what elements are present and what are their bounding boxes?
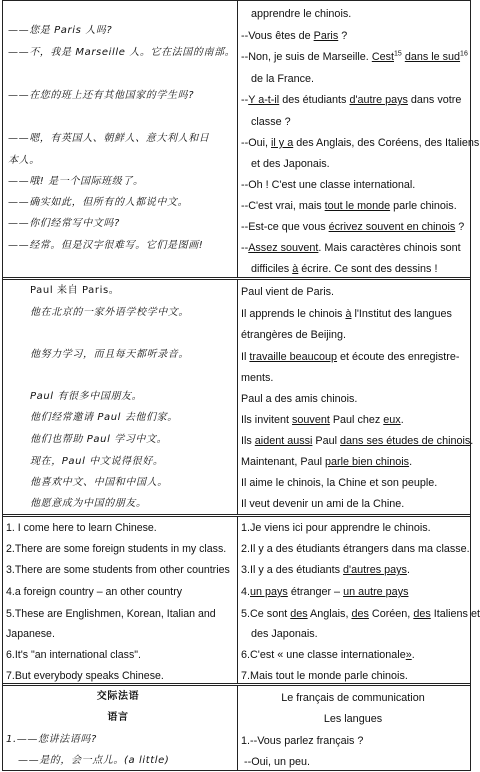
french-line: 3.Il y a des étudiants d'autres pays.: [241, 564, 410, 576]
french-line: des Japonais.: [251, 628, 318, 640]
french-line: 2.Il y a des étudiants étrangers dans ma classe.: [241, 543, 470, 555]
text-line: 他愿意成为中国的朋友。: [30, 498, 147, 509]
dialogue-line: ——确实如此，但所有的人都说中文。: [8, 197, 189, 208]
french-line: 4.un pays étranger – un autre pays: [241, 586, 409, 598]
english-line: 6.It's "an international class".: [6, 649, 141, 661]
english-line: 2.There are some foreign students in my class.: [6, 543, 227, 555]
french-line: --C'est vrai, mais tout le monde parle chinois.: [241, 200, 457, 212]
french-line: classe ?: [251, 116, 291, 128]
english-line: 7.But everybody speaks Chinese.: [6, 670, 164, 682]
french-line: --Est-ce que vous écrivez souvent en chinois ?: [241, 221, 465, 233]
row-divider: [3, 683, 470, 686]
dialogue-line: 1.——您讲法语吗?: [6, 734, 97, 745]
french-line: --Oui, il y a des Anglais, des Coréens, des Italiens: [241, 137, 480, 149]
french-line: --Assez souvent. Mais caractères chinois sont: [241, 242, 461, 254]
english-line: 4.a foreign country – an other country: [6, 586, 183, 598]
french-line: Il aime le chinois, la Chine et son peuple.: [241, 477, 438, 489]
text-line: Paul 来自 Paris。: [30, 285, 120, 296]
french-line: 7.Mais tout le monde parle chinois.: [241, 670, 408, 682]
section-heading: 交际法语: [96, 691, 140, 702]
text-line: 他们也帮助 Paul 学习中文。: [30, 434, 168, 445]
french-line: Maintenant, Paul parle bien chinois.: [241, 456, 413, 468]
french-line: 1.--Vous parlez français ?: [241, 735, 364, 747]
text-line: 他努力学习，而且每天都听录音。: [30, 349, 189, 360]
dialogue-line: ——在您的班上还有其他国家的学生吗?: [8, 90, 195, 101]
text-line: 他喜欢中文、中国和中国人。: [30, 477, 168, 488]
dialogue-line: ——是的，会一点儿。(a little): [18, 755, 170, 766]
french-line: apprendre le chinois.: [251, 8, 352, 20]
french-line: ments.: [241, 372, 274, 384]
text-line: 现在，Paul 中文说得很好。: [30, 456, 164, 467]
french-line: difficiles à écrire. Ce sont des dessins !: [251, 263, 438, 275]
french-line: --Y a-t-il des étudiants d'autre pays dans votre: [241, 94, 462, 106]
dialogue-line: ——哦! 是一个国际班级了。: [8, 176, 144, 187]
dialogue-line: ——您是 Paris 人吗?: [8, 25, 113, 36]
french-line: Il travaille beaucoup et écoute des enregistre-: [241, 351, 460, 363]
french-line: 1.Je viens ici pour apprendre le chinois.: [241, 522, 431, 534]
row-divider: [3, 277, 470, 280]
french-line: --Oui, un peu.: [244, 756, 311, 768]
section-subheading: 语言: [107, 712, 129, 723]
text-line: Paul 有很多中国朋友。: [30, 391, 143, 402]
english-line: Japanese.: [6, 628, 55, 640]
french-line: 6.C'est « une classe internationale».: [241, 649, 415, 661]
dialogue-line: ——你们经常写中文吗?: [8, 218, 120, 229]
text-line: 他们经常邀请 Paul 去他们家。: [30, 412, 178, 423]
french-line: Paul vient de Paris.: [241, 286, 335, 298]
text-line: 他在北京的一家外语学校学中文。: [30, 307, 189, 318]
english-line: 5.These are Englishmen, Korean, Italian and: [6, 608, 216, 620]
french-line: et des Japonais.: [251, 158, 330, 170]
french-line: Paul a des amis chinois.: [241, 393, 358, 405]
column-divider: [237, 1, 238, 770]
dialogue-line: ——嗯，有英国人、朝鲜人、意大利人和日: [8, 133, 210, 144]
dialogue-line: ——经常。但是汉字很难写。它们是图画!: [8, 240, 204, 251]
dialogue-line: ——不，我是 Marseille 人。它在法国的南部。: [8, 47, 236, 58]
french-line: Ils aident aussi Paul dans ses études de chinois.: [241, 435, 474, 447]
french-line: 5.Ce sont des Anglais, des Coréen, des Italiens et: [241, 608, 480, 620]
french-line: --Oh ! C'est une classe international.: [241, 179, 416, 191]
english-line: 3.There are some students from other countries: [6, 564, 230, 576]
french-line: étrangères de Beijing.: [241, 329, 347, 341]
french-line: Il veut devenir un ami de la Chine.: [241, 498, 405, 510]
dialogue-line: 本人。: [8, 155, 40, 166]
french-line: Ils invitent souvent Paul chez eux.: [241, 414, 404, 426]
english-line: 1. I come here to learn Chinese.: [6, 522, 157, 534]
row-divider: [3, 514, 470, 517]
section-heading: Le français de communication: [281, 692, 425, 704]
french-line: --Non, je suis de Marseille. Cest$^{15}$ dans le sud$^{16}$: [241, 50, 468, 63]
section-subheading: Les langues: [323, 713, 383, 725]
french-line: Il apprends le chinois à l'Institut des langues: [241, 308, 452, 320]
french-line: --Vous êtes de Paris ?: [241, 30, 348, 42]
french-line: de la France.: [251, 73, 315, 85]
